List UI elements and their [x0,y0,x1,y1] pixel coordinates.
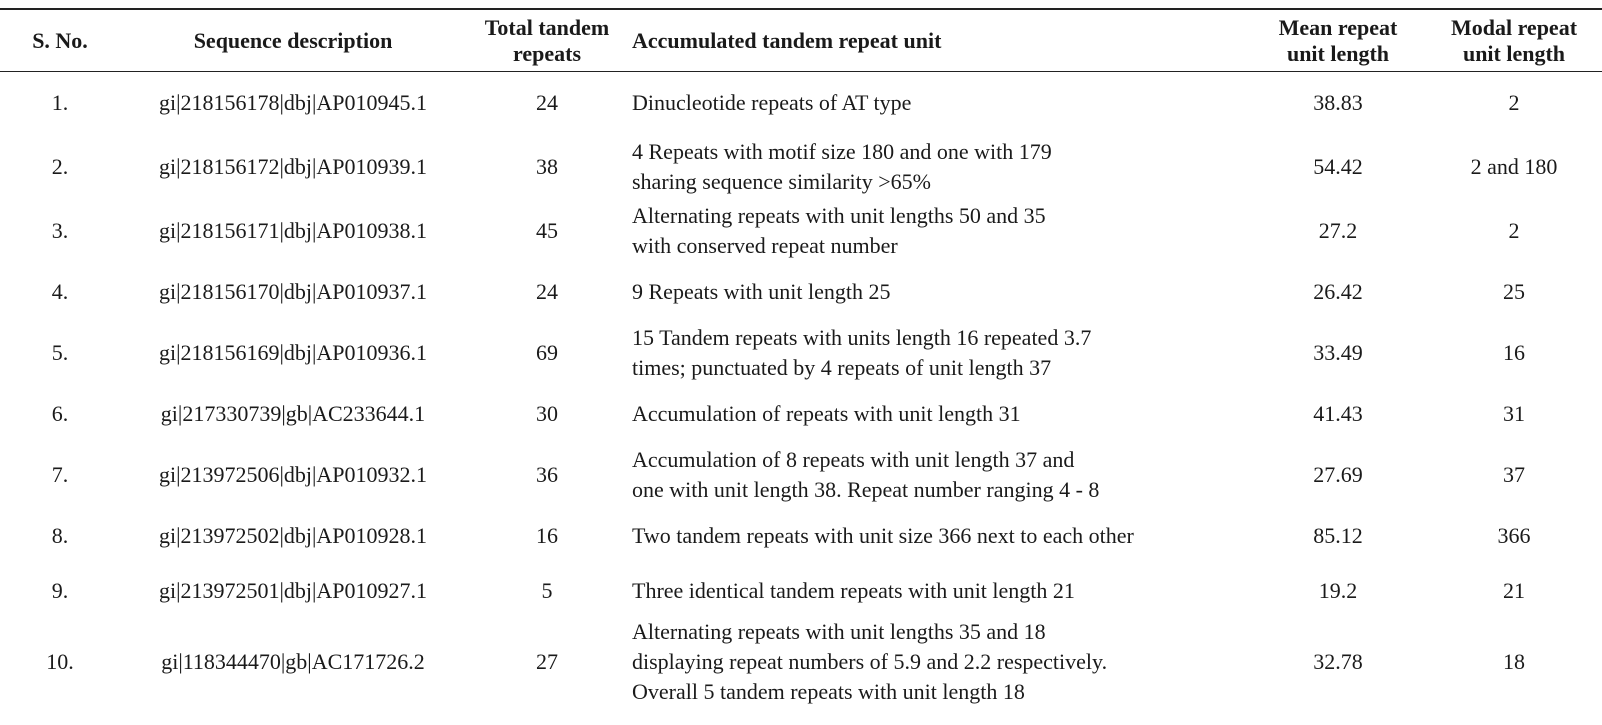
cell-mean-repeat-length: 27.69 [1313,462,1363,487]
cell-accumulated-unit [628,443,1250,507]
cell-modal-repeat-length: 21 [1503,578,1525,603]
cell-sequence-description: gi|218156170|dbj|AP010937.1 [158,279,428,304]
cell-modal-repeat-length: 2 [1508,218,1520,243]
cell-modal-repeat-length: 2 [1508,90,1520,115]
accumulated-unit-line: Alternating repeats with unit lengths 35 and 18 [632,619,1046,644]
cell-modal-repeat-length: 2 and 180 [1470,154,1558,179]
accumulated-unit-line: times; punctuated by 4 repeats of unit length 37 [632,355,1052,380]
accumulated-unit-line: one with unit length 38. Repeat number ranging 4 - 8 [632,477,1100,502]
cell-accumulated-unit [628,199,1250,263]
table-row [0,385,1602,443]
table-row [0,617,1602,707]
cell-accumulated-unit [628,263,1250,321]
header-mean-repeat-length [1250,10,1426,71]
cell-mean-repeat-length: 32.78 [1313,649,1363,674]
cell-sequence-description: gi|217330739|gb|AC233644.1 [160,401,426,426]
cell-modal-repeat-length: 366 [1497,523,1531,548]
accumulated-unit-line: 9 Repeats with unit length 25 [632,279,891,304]
header-modal-repeat-length [1426,10,1602,71]
cell-sequence-description: gi|118344470|gb|AC171726.2 [161,649,425,674]
accumulated-unit-line: displaying repeat numbers of 5.9 and 2.2 respectively. [632,649,1108,674]
header-row [0,10,1602,71]
cell-sno: 5. [51,340,69,365]
header-mean-line: Mean repeat [1278,14,1398,40]
cell-modal-repeat-length: 37 [1503,462,1525,487]
cell-total-tandem-repeats: 24 [536,90,558,115]
cell-modal-repeat-length: 25 [1503,279,1525,304]
cell-sno: 10. [46,649,74,674]
table-row [0,135,1602,199]
cell-total-tandem-repeats: 5 [541,578,553,603]
cell-sequence-description: gi|218156172|dbj|AP010939.1 [158,154,428,179]
cell-sno: 3. [51,218,69,243]
header-total-line: Total tandem [484,14,610,40]
header-total-line: repeats [512,40,582,66]
header-total-tandem-repeats [466,10,628,71]
cell-mean-repeat-length: 41.43 [1313,401,1363,426]
cell-sequence-description: gi|218156171|dbj|AP010938.1 [158,218,428,243]
header-modal-line: Modal repeat [1450,14,1578,40]
cell-mean-repeat-length: 85.12 [1313,523,1363,548]
cell-modal-repeat-length: 31 [1503,401,1525,426]
cell-accumulated-unit [628,565,1250,617]
cell-sno: 2. [51,154,69,179]
table-row [0,565,1602,617]
cell-sno: 7. [51,462,69,487]
header-accumulated-unit: Accumulated tandem repeat unit [632,27,942,53]
cell-total-tandem-repeats: 24 [536,279,558,304]
cell-mean-repeat-length: 19.2 [1318,578,1358,603]
cell-sequence-description: gi|213972502|dbj|AP010928.1 [158,523,428,548]
cell-total-tandem-repeats: 69 [536,340,558,365]
table-body [0,71,1602,707]
accumulated-unit-line: Overall 5 tandem repeats with unit length 18 [632,679,1025,704]
header-sno: S. No. [32,27,88,53]
cell-mean-repeat-length: 54.42 [1313,154,1363,179]
cell-accumulated-unit [628,71,1250,135]
cell-sno: 8. [51,523,69,548]
cell-total-tandem-repeats: 16 [536,523,558,548]
cell-mean-repeat-length: 26.42 [1313,279,1363,304]
table-row [0,321,1602,385]
cell-mean-repeat-length: 33.49 [1313,340,1363,365]
accumulated-unit-line: Accumulation of 8 repeats with unit length 37 and [632,447,1075,472]
cell-sequence-description: gi|218156169|dbj|AP010936.1 [158,340,428,365]
cell-modal-repeat-length: 18 [1503,649,1525,674]
header-mean-line: unit length [1286,40,1390,66]
accumulated-unit-line: sharing sequence similarity >65% [632,169,931,194]
cell-sequence-description: gi|213972506|dbj|AP010932.1 [158,462,428,487]
table-row [0,71,1602,135]
cell-total-tandem-repeats: 27 [536,649,558,674]
table-row [0,443,1602,507]
accumulated-unit-line: Accumulation of repeats with unit length 31 [632,401,1021,426]
accumulated-unit-line: Dinucleotide repeats of AT type [632,90,912,115]
cell-accumulated-unit [628,321,1250,385]
cell-sequence-description: gi|218156178|dbj|AP010945.1 [158,90,428,115]
accumulated-unit-line: 15 Tandem repeats with units length 16 repeated 3.7 [632,325,1092,350]
cell-accumulated-unit [628,507,1250,565]
cell-sequence-description: gi|213972501|dbj|AP010927.1 [158,578,428,603]
cell-sno: 1. [51,90,69,115]
accumulated-unit-line: Two tandem repeats with unit size 366 next to each other [632,523,1134,548]
table-row [0,507,1602,565]
cell-total-tandem-repeats: 30 [536,401,558,426]
cell-modal-repeat-length: 16 [1503,340,1525,365]
accumulated-unit-line: with conserved repeat number [632,233,898,258]
tandem-repeat-table [0,10,1602,707]
header-modal-line: unit length [1462,40,1566,66]
cell-accumulated-unit [628,385,1250,443]
table-header [0,10,1602,71]
cell-sno: 6. [51,401,69,426]
table-row [0,199,1602,263]
cell-total-tandem-repeats: 36 [536,462,558,487]
accumulated-unit-line: Three identical tandem repeats with unit length 21 [632,578,1075,603]
header-sequence-description: Sequence description [193,27,393,53]
cell-sno: 4. [51,279,69,304]
cell-total-tandem-repeats: 38 [536,154,558,179]
cell-accumulated-unit [628,617,1250,707]
cell-sno: 9. [51,578,69,603]
accumulated-unit-line: Alternating repeats with unit lengths 50 and 35 [632,203,1046,228]
cell-mean-repeat-length: 38.83 [1313,90,1363,115]
cell-total-tandem-repeats: 45 [536,218,558,243]
accumulated-unit-line: 4 Repeats with motif size 180 and one with 179 [632,139,1052,164]
cell-accumulated-unit [628,135,1250,199]
table-row [0,263,1602,321]
cell-mean-repeat-length: 27.2 [1318,218,1358,243]
